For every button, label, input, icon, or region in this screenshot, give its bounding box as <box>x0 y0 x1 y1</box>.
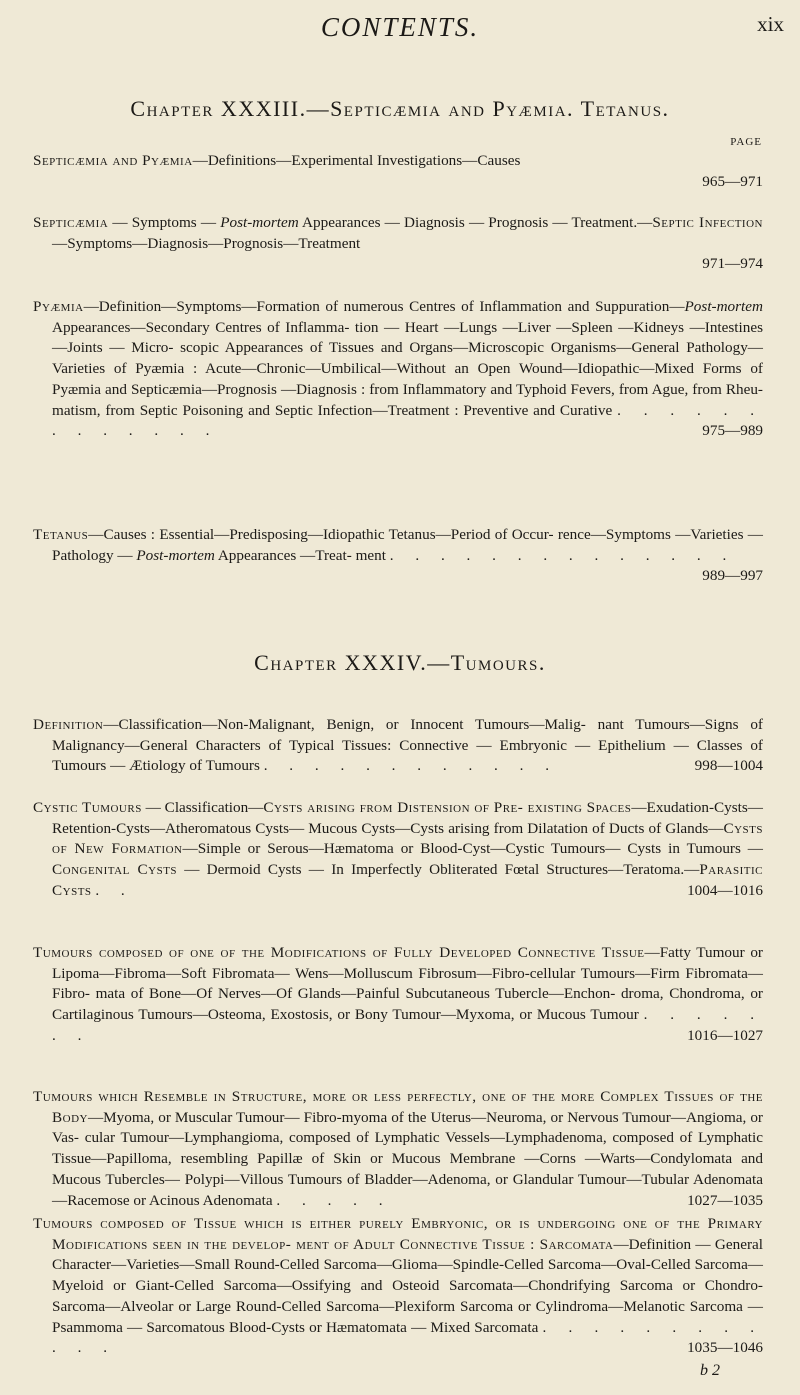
page-range: 1027—1035 <box>687 1191 763 1209</box>
page-range: 998—1004 <box>694 757 763 775</box>
page-range: 1035—1046 <box>687 1339 763 1357</box>
toc-entry-sarcomata: Tumours composed of Tissue which is either purely Embryonic, or is undergoing one of the Primary Modifications seen in the develop- ment of Adult Connective Tissue : Sarcomata—Definition — General Character—Varieties—Small Round-Celled Sarcoma—Glioma—Spindle-Celled Sarcoma—Oval-Celled Sarcoma—Myeloid or Giant-Celled Sarcoma—Ossifying and Osteoid Sarcomata—Chondrifying Sarcoma or Chondro-Sarcoma—Alveolar or Large Round-Celled Sarcoma—Plexiform Sarcoma or Cylindroma—Melanotic Sarcoma — Psammoma — Sarcomatous Blood-Cysts or Hæmatomata — Mixed Sarcomata . . . . . . . . . . . . 1035—1046 <box>33 1214 763 1359</box>
toc-entry-septicaemia: Septicæmia — Symptoms — Post-mortem Appearances — Diagnosis — Prognosis — Treatment.—Septic Infection—Symptoms—Diagnosis—Prognosis—Treatment 971—974 <box>33 214 763 273</box>
page-number: xix <box>757 12 784 36</box>
toc-entry-cystic-tumours: Cystic Tumours — Classification—Cysts arising from Distension of Pre- existing Spaces—Exudation-Cysts—Retention-Cysts—Atheromatous Cysts— Mucous Cysts—Cysts arising from Dilatation of Ducts of Glands—Cysts of New Formation—Simple or Serous—Hæmatoma or Blood-Cyst—Cystic Tumours— Cysts in Tumours — Congenital Cysts — Dermoid Cysts — In Imperfectly Obliterated Fœtal Structures—Teratoma.—Parasitic Cysts . . 1004—1016 <box>33 798 763 902</box>
running-head <box>0 8 800 50</box>
page-range: 965—971 <box>702 172 763 190</box>
page-range: 975—989 <box>702 422 763 440</box>
page-range: 1004—1016 <box>687 881 763 899</box>
signature-mark: b 2 <box>700 1362 720 1379</box>
toc-entry-connective-tissue-tumours: Tumours composed of one of the Modifications of Fully Developed Connective Tissue—Fatty Tumour or Lipoma—Fibroma—Soft Fibromata— Wens—Molluscum Fibrosum—Fibro-cellular Tumours—Firm Fibromata— Fibro- mata of Bone—Of Nerves—Of Glands—Painful Subcutaneous Tubercle—Enchon- droma, Chondroma, or Cartilaginous Tumours—Osteoma, Exostosis, or Bony Tumour—Myxoma, or Mucous Tumour . . . . . . . 1016—1027 <box>33 943 763 1047</box>
toc-entry-septicaemia-pyaemia: Septicæmia and Pyæmia—Definitions—Experimental Investigations—Causes 965—971 <box>33 152 763 190</box>
running-title: CONTENTS. <box>320 12 480 42</box>
chapter-34-title: Chapter XXXIV.—Tumours. <box>254 650 546 675</box>
page-range: 1016—1027 <box>687 1026 763 1044</box>
chapter-33-title: Chapter XXXIII.—Septicæmia and Pyæmia. Tetanus. <box>130 96 670 121</box>
toc-entry-tetanus: Tetanus—Causes : Essential—Predisposing—Idiopathic Tetanus—Period of Occur- rence—Symptoms —Varieties —Pathology — Post-mortem Appearances —Treat- ment . . . . . . . . . . . . . . 989—997 <box>33 525 763 587</box>
toc-entry-definition: Definition—Classification—Non-Malignant, Benign, or Innocent Tumours—Malig- nant Tumours—Signs of Malignancy—General Characters of Typical Tissues: Connective — Embryonic — Epithelium — Classes of Tumours — Ætiology of Tumours . . . . . . . . . . . . 998—1004 <box>33 715 763 777</box>
page-column-label: PAGE <box>730 136 762 148</box>
toc-entry-pyaemia: Pyæmia—Definition—Symptoms—Formation of numerous Centres of Inflammation and Suppuration—Post-mortem Appearances—Secondary Centres of Inflamma- tion — Heart —Lungs —Liver —Spleen —Kidneys —Intestines —Joints — Micro- scopic Appearances of Tissues and Organs—Microscopic Organisms—General Pathology—Varieties of Pyæmia : Acute—Chronic—Umbilical—Without an Open Wound—Idiopathic—Mixed Forms of Pyæmia and Septicæmia—Prognosis —Diagnosis : from Inflammatory and Typhoid Fevers, from Ague, from Rheu- matism, from Septic Poisoning and Septic Infection—Treatment : Preventive and Curative . . . . . . . . . . . . . 975—989 <box>33 297 763 442</box>
page-range: 971—974 <box>702 255 763 273</box>
toc-entry-complex-tissue-tumours: Tumours which Resemble in Structure, more or less perfectly, one of the more Complex Tissues of the Body—Myoma, or Muscular Tumour— Fibro-myoma of the Uterus—Neuroma, or Nervous Tumour—Angioma, or Vas- cular Tumour—Lymphangioma, composed of Lymphatic Vessels—Lymphadenoma, composed of Lymphatic Tissue—Papilloma, resembling Papillæ of Skin or Mucous Membrane —Corns —Warts—Condylomata and Mucous Tubercles— Polypi—Villous Tumours of Bladder—Adenoma, or Glandular Tumour—Tubular Adenomata—Racemose or Acinous Adenomata . . . . . 1027—1035 <box>33 1087 763 1211</box>
page-range: 989—997 <box>702 567 763 585</box>
